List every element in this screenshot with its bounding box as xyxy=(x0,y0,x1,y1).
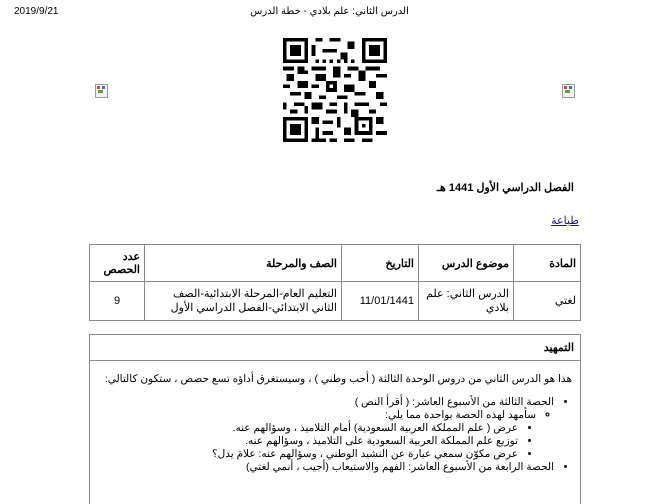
column-header-subject: المادة xyxy=(514,245,581,282)
list-item: • عرض مكوّن سمعي عبارة عن النشيد الوطني ، وسؤالهم عنه: علامَ يدل؟ xyxy=(98,448,518,461)
column-header-date: التاريخ xyxy=(342,245,419,282)
list-item xyxy=(98,409,536,422)
column-header-sessions-count: عدد الحصص xyxy=(90,245,145,282)
session-3-intro-label: سأمهد لهذه الحصة بواحدة مما يلي: xyxy=(385,409,536,421)
intro-section xyxy=(89,334,581,504)
intro-body xyxy=(90,361,580,474)
column-header-grade-stage: الصف والمرحلة xyxy=(145,245,342,282)
broken-image-icon xyxy=(95,84,109,98)
print-link[interactable]: طباعة xyxy=(551,215,579,227)
table-row xyxy=(90,282,581,321)
list-item xyxy=(98,396,554,461)
list-item: • عرض ( علم المملكة العربية السعودية) أمام التلاميذ ، وسؤالهم عنه. xyxy=(98,422,518,435)
qr-code-icon xyxy=(283,38,387,142)
intro-heading: التمهيد xyxy=(90,335,580,361)
session-3-label: الحصة الثالثة من الأسبوع العاشر: ( أقرأ النص ) xyxy=(354,396,554,408)
cell-grade-stage: التعليم العام-المرحلة الابتدائية-الصف الثاني الابتدائي-الفصل الدراسي الأول xyxy=(145,282,342,321)
lesson-info-table xyxy=(89,244,581,321)
print-date: 2019/9/21 xyxy=(14,6,59,17)
sessions-list xyxy=(98,396,572,474)
print-page-title: الدرس الثاني: علم بلادي - خطة الدرس xyxy=(250,6,409,17)
cell-lesson-topic: الدرس الثاني: علم بلادي xyxy=(419,282,514,321)
broken-image-icon xyxy=(562,84,576,98)
cell-date: 11/01/1441 xyxy=(342,282,419,321)
column-header-lesson-topic: موضوع الدرس xyxy=(419,245,514,282)
table-header-row xyxy=(90,245,581,282)
intro-paragraph: هذا هو الدرس الثاني من دروس الوحدة الثالثة ( أحب وطني ) ، وسيستغرق أداؤه تسع حصص ، ستكون كالتالي: xyxy=(104,373,572,385)
list-item: • الحصة الرابعة من الأسبوع العاشر: الفهم والاستيعاب (أجيب ، أنمي لغتي) xyxy=(98,461,554,474)
cell-sessions-count: 9 xyxy=(90,282,145,321)
semester-title: الفصل الدراسي الأول 1441 هـ xyxy=(436,182,574,194)
list-item: • توزيع علم المملكة العربية السعودية على التلاميذ ، وسؤالهم عنه. xyxy=(98,435,518,448)
cell-subject: لغتي xyxy=(514,282,581,321)
